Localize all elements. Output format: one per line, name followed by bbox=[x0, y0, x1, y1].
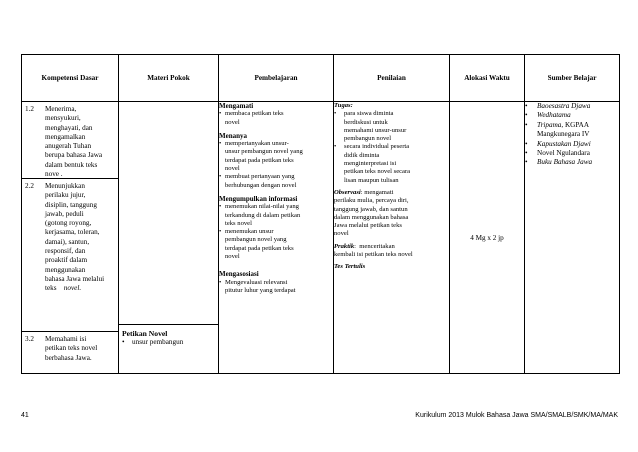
line: petikan teks novel secara bbox=[344, 168, 411, 176]
content-row bbox=[22, 102, 620, 374]
bullet-icon: • bbox=[219, 173, 222, 181]
kd-item-2-2 bbox=[22, 178, 118, 331]
line: pitutur luhur yang terdapat bbox=[225, 286, 296, 294]
observasi-block bbox=[334, 189, 449, 239]
kd-line: Menunjukkan bbox=[45, 182, 85, 190]
line: didik diminta bbox=[344, 151, 380, 159]
kd-line: mengamalkan bbox=[45, 132, 86, 141]
line: kembali isi petikan teks novel bbox=[334, 251, 413, 259]
kd-line: berbahasa Jawa. bbox=[45, 353, 92, 362]
praktik-label: Praktik bbox=[334, 242, 355, 250]
bullet-icon: • bbox=[334, 143, 337, 151]
sumber-item bbox=[525, 121, 619, 140]
kd-line: anugerah Tuhan bbox=[45, 142, 92, 151]
header-sumber-belajar: Sumber Belajar bbox=[525, 55, 620, 102]
line: secara individual peserta bbox=[344, 143, 410, 151]
kd-line: berupa bahasa Jawa bbox=[45, 151, 103, 160]
pembelajaran-item bbox=[219, 110, 333, 127]
kd-line: mensyukuri, bbox=[45, 114, 81, 123]
pembelajaran-cell bbox=[219, 102, 334, 374]
materi-pokok-block bbox=[119, 324, 218, 352]
alokasi-waktu-cell: 4 Mg x 2 jp bbox=[450, 102, 525, 374]
sumber-item: • Novel Ngulandara bbox=[525, 149, 590, 158]
kd-number: 3.2 bbox=[25, 335, 34, 343]
sumber-item: • Baoesastra Djawa bbox=[525, 102, 591, 110]
observasi-label: Observasi bbox=[334, 188, 361, 196]
line: para siswa diminta bbox=[344, 110, 394, 118]
bullet-icon: • bbox=[525, 158, 528, 167]
line: berdiskusi untuk bbox=[344, 118, 388, 126]
line: novel bbox=[225, 118, 240, 126]
praktik-block bbox=[334, 243, 449, 260]
sumber-belajar-cell bbox=[525, 102, 620, 374]
line: Jawa melalui petikan teks bbox=[334, 222, 402, 230]
kd-line: nove . bbox=[45, 170, 63, 179]
line: lisan maupun tulisan bbox=[344, 176, 399, 184]
kd-line: menghayati, dan bbox=[45, 123, 93, 132]
line: pembangun novel yang bbox=[225, 236, 287, 244]
line: novel bbox=[225, 165, 240, 173]
tripama-title: Tripama bbox=[537, 120, 562, 129]
line: terdapat pada petikan teks bbox=[225, 156, 294, 164]
line: unsur pembangun novel yang bbox=[225, 148, 303, 156]
pembelajaran-item bbox=[219, 173, 333, 190]
line: : mengamati bbox=[360, 188, 394, 196]
line: Tripama, KGPAA bbox=[537, 120, 590, 129]
bullet-icon: • bbox=[525, 139, 528, 148]
materi-title: Petikan Novel bbox=[122, 329, 168, 338]
pembelajaran-item bbox=[219, 228, 333, 261]
kd-line: jawab, peduli bbox=[45, 209, 84, 218]
kd-line: (gotong royong, bbox=[45, 219, 92, 228]
header-kompetensi-dasar: Kompetensi Dasar bbox=[22, 55, 119, 102]
sumber-item: • Kapustakan Djawi bbox=[525, 139, 591, 148]
bullet-icon: • bbox=[122, 338, 125, 347]
line: Mengevaluasi relevansi bbox=[225, 278, 288, 286]
line: novel bbox=[334, 230, 349, 238]
materi-item: • unsur pembangun bbox=[122, 338, 184, 347]
bullet-icon: • bbox=[219, 110, 222, 118]
kd-line: bahasa Jawa melalui bbox=[45, 274, 105, 283]
pembelajaran-item bbox=[219, 203, 333, 228]
kd-line: responsif, dan bbox=[45, 247, 86, 256]
kd-line: petikan teks novel bbox=[45, 344, 98, 353]
header-alokasi-waktu: Alokasi Waktu bbox=[450, 55, 525, 102]
line: memahami unsur-unsur bbox=[344, 126, 407, 134]
line: tanggung jawab, dan santun bbox=[334, 205, 408, 213]
kd-line: disiplin, tanggung bbox=[45, 200, 97, 209]
pembelajaran-item bbox=[219, 279, 333, 296]
bullet-icon: • bbox=[525, 102, 528, 110]
header-materi-pokok: Materi Pokok bbox=[119, 55, 219, 102]
line: berhubungan dengan novel bbox=[225, 181, 297, 189]
kd-line: proaktif dalam bbox=[45, 256, 88, 265]
header-pembelajaran: Pembelajaran bbox=[219, 55, 334, 102]
kd-line: perilaku jujur, bbox=[45, 191, 86, 200]
kd-line: teks novel. bbox=[45, 284, 82, 293]
kd-line: Memahami isi bbox=[45, 335, 87, 343]
bullet-icon: • bbox=[334, 110, 337, 118]
line: : menceritakan bbox=[354, 242, 395, 250]
line: membuat pertanyaan yang bbox=[225, 173, 295, 181]
sumber-item: • Buku Bahasa Jawa bbox=[525, 158, 593, 167]
bullet-icon: • bbox=[219, 203, 222, 211]
page-number: 41 bbox=[21, 412, 29, 419]
line: perilaku mulia, percaya diri, bbox=[334, 197, 409, 205]
bullet-icon: • bbox=[525, 120, 528, 129]
line: mempertanyakan unsur- bbox=[225, 140, 289, 148]
kd-item-1-2 bbox=[22, 102, 118, 178]
tugas-label: Tugas: bbox=[334, 102, 353, 109]
materi-pokok-cell bbox=[119, 102, 219, 374]
header-penilaian: Penilaian bbox=[334, 55, 450, 102]
kd-line: damai), santun, bbox=[45, 237, 90, 246]
line: Mangkunegara IV bbox=[537, 130, 590, 139]
kd-line: Menerima, bbox=[45, 105, 77, 113]
line: menemukan nilai-nilai yang bbox=[225, 203, 299, 211]
novel-word: novel. bbox=[63, 284, 82, 293]
line: novel bbox=[225, 253, 240, 261]
section-menanya: Menanya bbox=[219, 131, 247, 140]
bullet-icon: • bbox=[525, 149, 528, 158]
header-row bbox=[22, 55, 620, 102]
sumber-item: • Wedhatama bbox=[525, 111, 571, 120]
section-mengasosiasi: Mengasosiasi bbox=[219, 270, 259, 279]
kd-line: menggunakan bbox=[45, 265, 86, 274]
line: teks novel bbox=[225, 219, 252, 227]
line: terkandung di dalam petikan bbox=[225, 211, 301, 219]
bullet-icon: • bbox=[219, 278, 222, 286]
tes-tertulis-label: Tes Tertulis bbox=[334, 263, 366, 271]
bullet-icon: • bbox=[219, 140, 222, 148]
line: pembangun novel bbox=[344, 135, 392, 143]
section-mengumpulkan: Mengumpulkan informasi bbox=[219, 194, 298, 203]
footer-title: Kurikulum 2013 Mulok Bahasa Jawa SMA/SMALB/SMK/MA/MAK bbox=[415, 412, 618, 419]
kd-number: 1.2 bbox=[25, 105, 34, 113]
kd-number: 2.2 bbox=[25, 182, 34, 190]
kompetensi-dasar-cell bbox=[22, 102, 119, 374]
section-mengamati: Mengamati bbox=[219, 102, 254, 110]
bullet-icon: • bbox=[525, 111, 528, 120]
bullet-icon: • bbox=[219, 228, 222, 236]
kd-line: kerjasama, toleran, bbox=[45, 228, 100, 237]
kd-item-3-2 bbox=[22, 331, 118, 373]
penilaian-item bbox=[334, 143, 449, 184]
penilaian-item bbox=[334, 110, 449, 143]
pembelajaran-item bbox=[219, 140, 333, 173]
penilaian-cell bbox=[334, 102, 450, 374]
line: dalam menggunakan bahasa bbox=[334, 213, 409, 221]
line: menginterpretasi isi bbox=[344, 160, 397, 168]
line: menemukan unsur bbox=[225, 228, 274, 236]
line: terdapat pada petikan teks bbox=[225, 244, 294, 252]
syllabus-table bbox=[21, 54, 620, 374]
kd-line: dalam bentuk teks bbox=[45, 160, 98, 169]
line: membaca petikan teks bbox=[225, 110, 284, 118]
